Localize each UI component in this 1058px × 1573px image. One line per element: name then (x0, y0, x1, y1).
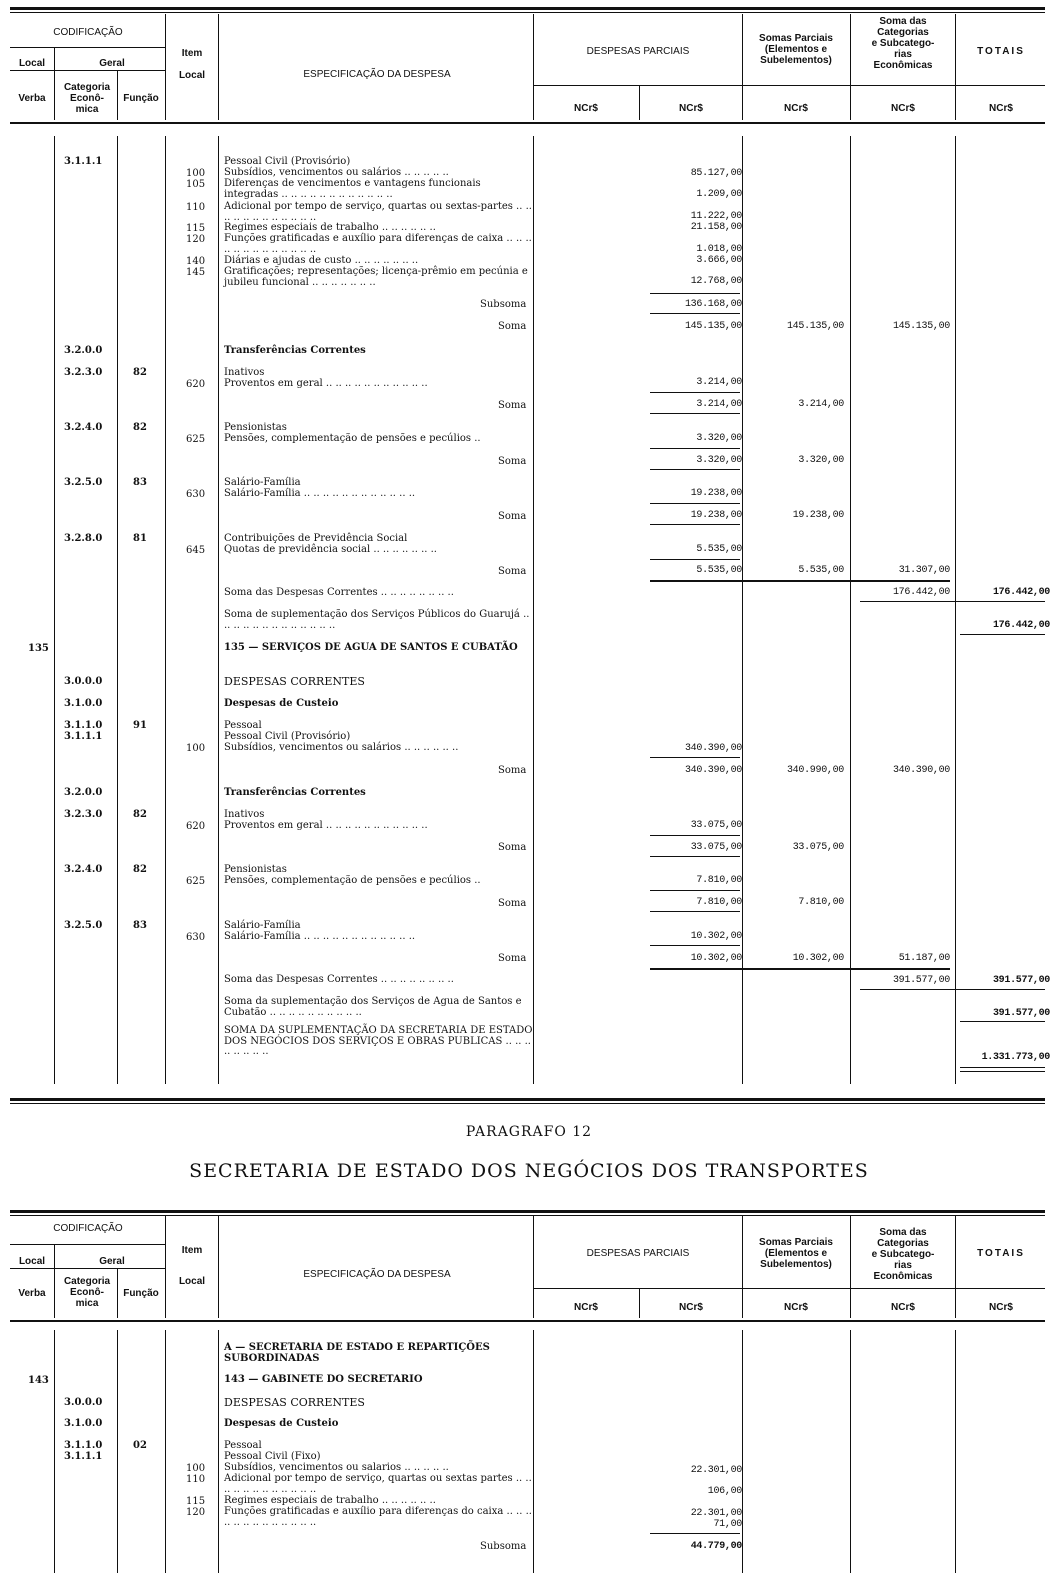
hdr-somas-parciais-3: Subelementos) (760, 1259, 832, 1270)
heading: Transferências Correntes (224, 345, 366, 356)
label: Salário-Família (224, 477, 301, 488)
value: 3.320,00 (696, 455, 742, 466)
col-rule (533, 14, 534, 120)
col-rule (218, 136, 219, 1084)
code: 3.1.0.0 (64, 1418, 103, 1429)
item-code: 625 (186, 434, 206, 445)
col-rule (850, 1330, 851, 1573)
item-code: 630 (186, 489, 206, 500)
value: 10.302,00 (792, 953, 844, 964)
value: 340.390,00 (684, 743, 742, 754)
label: Pensionistas (224, 422, 287, 433)
sum-rule (650, 559, 740, 560)
code: 3.2.3.0 (64, 809, 103, 820)
hdr-line (10, 70, 165, 71)
soma-label: Soma (498, 842, 527, 853)
col-rule (218, 14, 219, 120)
value: 7.810,00 (696, 875, 742, 886)
hdr-ncr-1: NCr$ (574, 1302, 598, 1313)
sum-rule (650, 757, 740, 758)
value: 3.214,00 (696, 399, 742, 410)
hdr-economica: Econô- (70, 93, 104, 104)
subsoma-label: Subsoma (480, 299, 527, 310)
value: 340.990,00 (786, 765, 844, 776)
hdr-line (10, 1268, 165, 1269)
value: 176.442,00 (992, 620, 1050, 631)
item-code: 115 (186, 223, 206, 234)
code: 3.2.5.0 (64, 477, 103, 488)
code: 3.2.0.0 (64, 345, 103, 356)
heading: Transferências Correntes (224, 787, 366, 798)
code: 3.2.5.0 (64, 920, 103, 931)
sum-rule (650, 1533, 740, 1534)
col-rule (955, 1330, 956, 1573)
value: 19.238,00 (690, 488, 742, 499)
value: 51.187,00 (898, 953, 950, 964)
sum-rule (650, 968, 950, 970)
value: 5.535,00 (696, 544, 742, 555)
value: 391.577,00 (892, 975, 950, 986)
hdr-despesas-parciais: DESPESAS PARCIAIS (586, 46, 690, 57)
sum-rule (650, 580, 950, 582)
value: 3.320,00 (798, 455, 844, 466)
label: Contribuições de Previdência Social (224, 533, 408, 544)
item-code: 625 (186, 876, 206, 887)
hdr-soma-cat-4: rias (894, 1260, 912, 1271)
hdr-codificacao: CODIFICAÇÃO (53, 27, 123, 38)
soma-value: 145.135,00 (786, 321, 844, 332)
col-rule (533, 1216, 534, 1318)
desc: Subsídios, vencimentos ou salarios .. .. .. .. .. (224, 1462, 449, 1473)
desc: Proventos em geral .. .. .. .. .. .. .. .. .. .. .. (224, 820, 428, 831)
item-code: 645 (186, 545, 206, 556)
soma-value: 145.135,00 (684, 321, 742, 332)
sum-rule (960, 634, 1045, 635)
value: 33.075,00 (792, 842, 844, 853)
section-title: 135 — SERVIÇOS DE AGUA DE SANTOS E CUBATÃO (224, 642, 518, 653)
sum-rule (960, 1067, 1045, 1068)
hdr-soma-cat-5: Econômicas (873, 60, 933, 71)
desc: Diárias e ajudas de custo .. .. .. .. .. .. .. (224, 255, 419, 266)
desc: Funções gratificadas e auxílio para diferenças do caixa .. .. .. .. .. .. .. .. .. .. .. .. .. (224, 1506, 532, 1528)
item-code: 620 (186, 821, 206, 832)
label: Pessoal Civil (Provisório) (224, 731, 351, 742)
desc: Adicional por tempo de serviço, quartas ou sextas partes .. .. .. .. .. .. .. .. .. .. .. .. (224, 1473, 532, 1495)
value: 10.302,00 (690, 953, 742, 964)
funcao: 02 (133, 1440, 147, 1451)
col-rule (54, 48, 55, 120)
code: 3.1.1.1 (64, 156, 103, 167)
soma-label: Soma (498, 400, 527, 411)
label: Pensionistas (224, 864, 287, 875)
hdr-soma-cat-2: Categorias (877, 1238, 929, 1249)
section-divider (10, 1098, 1045, 1101)
hdr-soma-cat-3: e Subcatego- (871, 1249, 935, 1260)
value: 10.302,00 (690, 931, 742, 942)
soma-secretaria-label: SOMA DA SUPLEMENTAÇÃO DA SECRETARIA DE ESTADO DOS NEGÓCIOS DOS SERVIÇOS E OBRAS PUBLICAS .. .. .. .. .. .. .. .. (224, 1025, 533, 1057)
item-code: 100 (186, 1463, 206, 1474)
hdr-funcao: Função (123, 1288, 159, 1299)
desc: Regimes especiais de trabalho .. .. .. .. .. .. (224, 222, 436, 233)
col-rule (639, 1289, 640, 1318)
hdr-ncr-2: NCr$ (679, 103, 703, 114)
sum-rule (650, 856, 740, 857)
item-code: 110 (186, 202, 206, 213)
hdr-item-local: Local (178, 70, 206, 81)
value: 1.018,00 (696, 244, 742, 255)
heading: Despesas de Custeio (224, 698, 339, 709)
label: Salário-Família (224, 920, 301, 931)
desc: Diferenças de vencimentos e vantagens funcionais integradas .. .. .. .. .. .. .. .. .. .. .. .. (224, 178, 481, 200)
value: 21.158,00 (690, 222, 742, 233)
desc: Subsídios, vencimentos ou salários .. .. .. .. .. (224, 167, 449, 178)
top-rule-2 (10, 12, 1045, 13)
desc: Gratificações; representações; licença-prêmio em pecúnia e jubileu funcional .. .. .. .. .. .. .. (224, 266, 528, 288)
hdr-mica: mica (75, 1298, 99, 1309)
value: 106,00 (707, 1486, 742, 1497)
col-rule (54, 136, 55, 1084)
funcao: 83 (133, 477, 147, 488)
paragraph-title: SECRETARIA DE ESTADO DOS NEGÓCIOS DOS TRANSPORTES (189, 1160, 869, 1182)
col-rule (117, 71, 118, 120)
value: 71,00 (713, 1519, 742, 1530)
value: 19.238,00 (690, 510, 742, 521)
hdr-ncr-4: NCr$ (891, 103, 915, 114)
funcao: 82 (133, 809, 147, 820)
hdr-ncr-4: NCr$ (891, 1302, 915, 1313)
hdr-line (534, 1288, 1045, 1289)
sum-rule (860, 989, 1045, 990)
col-rule (54, 1245, 55, 1318)
soma-label: Soma (498, 898, 527, 909)
heading: DESPESAS CORRENTES (224, 675, 365, 688)
value: 33.075,00 (690, 820, 742, 831)
col-rule (117, 136, 118, 1084)
value: 7.810,00 (696, 897, 742, 908)
hdr-line (10, 1244, 165, 1245)
desc: Pessoal Civil (Provisório) (224, 156, 351, 167)
hdr-ncr-3: NCr$ (784, 1302, 808, 1313)
label: Inativos (224, 809, 265, 820)
funcao: 81 (133, 533, 147, 544)
hdr-categoria: Categoria (63, 82, 111, 93)
code: 3.2.0.0 (64, 787, 103, 798)
section-title: A — SECRETARIA DE ESTADO E REPARTIÇÕES SUBORDINADAS (224, 1342, 490, 1364)
code: 3.1.0.0 (64, 698, 103, 709)
value: 176.442,00 (992, 587, 1050, 598)
value: 7.810,00 (798, 897, 844, 908)
soma-label: Soma (498, 566, 527, 577)
value: 11.222,00 (690, 211, 742, 222)
label: Pessoal Civil (Fixo) (224, 1451, 321, 1462)
col-rule (955, 14, 956, 120)
label: Inativos (224, 367, 265, 378)
sum-rule (650, 413, 740, 414)
funcao: 83 (133, 920, 147, 931)
soma-despesas-label: Soma das Despesas Correntes .. .. .. .. .. .. .. .. (224, 974, 454, 985)
col-rule (165, 14, 166, 120)
col-rule (742, 1216, 743, 1318)
hdr-totais: TOTAIS (977, 1248, 1025, 1259)
soma-label: Soma (498, 511, 527, 522)
subsoma-value: 44.779,00 (690, 1541, 742, 1552)
hdr-ncr-5: NCr$ (989, 1302, 1013, 1313)
item-code: 110 (186, 1474, 206, 1485)
soma-label: Soma (498, 765, 527, 776)
value: 3.214,00 (696, 377, 742, 388)
funcao: 82 (133, 422, 147, 433)
hdr-categoria: Categoria (63, 1276, 111, 1287)
value: 5.535,00 (798, 565, 844, 576)
hdr-ncr-2: NCr$ (679, 1302, 703, 1313)
hdr-soma-cat-2: Categorias (877, 27, 929, 38)
col-rule (165, 136, 166, 1084)
code: 3.2.8.0 (64, 533, 103, 544)
sum-rule (650, 448, 740, 449)
soma-value: 145.135,00 (892, 321, 950, 332)
desc: Pensões, complementação de pensões e pecúlios .. (224, 433, 481, 444)
sum-rule (650, 469, 740, 470)
hdr-ncr-3: NCr$ (784, 103, 808, 114)
hdr-item: Item (181, 48, 203, 59)
hdr-soma-cat-1: Soma das (879, 16, 927, 27)
sum-rule (960, 1071, 1045, 1072)
value: 176.442,00 (892, 587, 950, 598)
desc: Adicional por tempo de serviço, quartas ou sextas-partes .. .. .. .. .. .. .. .. .. .. .. .. (224, 201, 532, 223)
label: Pessoal (224, 1440, 262, 1451)
code: 3.1.1.0 (64, 1440, 103, 1451)
verba: 143 (28, 1375, 49, 1386)
hdr-item: Item (181, 1245, 203, 1256)
sum-rule (860, 601, 1045, 602)
value: 1.331.773,00 (981, 1052, 1050, 1063)
col-rule (218, 1330, 219, 1573)
hdr-verba: Verba (18, 1288, 46, 1299)
hdr-geral: Geral (99, 58, 125, 69)
code: 3.1.1.1 (64, 1451, 103, 1462)
item-code: 145 (186, 267, 206, 278)
desc: Salário-Família .. .. .. .. .. .. .. .. .. .. .. .. (224, 488, 416, 499)
sum-rule (650, 293, 740, 294)
col-rule (955, 136, 956, 1084)
funcao: 82 (133, 367, 147, 378)
hdr-ncr-1: NCr$ (574, 103, 598, 114)
col-rule (850, 14, 851, 120)
hdr-totais: TOTAIS (977, 46, 1025, 57)
value: 85.127,00 (690, 168, 742, 179)
value: 3.320,00 (696, 433, 742, 444)
code: 3.0.0.0 (64, 1397, 103, 1408)
desc: Quotas de previdência social .. .. .. .. .. .. .. (224, 544, 437, 555)
soma-suplementacao-label: Soma da suplementação dos Serviços de Agua de Santos e Cubatão .. .. .. .. .. .. .. .. .. .. (224, 996, 522, 1018)
col-rule (742, 136, 743, 1084)
hdr-mica: mica (75, 104, 99, 115)
item-code: 120 (186, 1507, 206, 1518)
item-code: 620 (186, 379, 206, 390)
col-rule (165, 1216, 166, 1318)
sum-rule (650, 503, 740, 504)
soma-label: Soma (498, 321, 527, 332)
value: 33.075,00 (690, 842, 742, 853)
item-code: 630 (186, 932, 206, 943)
item-code: 140 (186, 256, 206, 267)
item-code: 120 (186, 234, 206, 245)
table2-top-rule (10, 1210, 1045, 1213)
hdr-soma-cat-5: Econômicas (873, 1271, 933, 1282)
sum-rule (650, 945, 740, 946)
col-rule (218, 1216, 219, 1318)
hdr-despesas-parciais: DESPESAS PARCIAIS (586, 1248, 690, 1259)
sum-rule (650, 524, 740, 525)
hdr-soma-cat-3: e Subcatego- (871, 38, 935, 49)
subsoma-value: 136.168,00 (684, 299, 742, 310)
code: 3.2.3.0 (64, 367, 103, 378)
soma-label: Soma (498, 953, 527, 964)
subsoma-label: Subsoma (480, 1541, 527, 1552)
desc: Pensões, complementação de pensões e pecúlios .. (224, 875, 481, 886)
code: 3.2.4.0 (64, 422, 103, 433)
sum-rule (650, 911, 740, 912)
hdr-geral: Geral (99, 1256, 125, 1267)
col-rule (165, 1330, 166, 1573)
col-rule (639, 86, 640, 120)
value: 22.301,00 (690, 1508, 742, 1519)
sum-rule (650, 392, 740, 393)
code: 3.1.1.0 (64, 720, 103, 731)
value: 1.209,00 (696, 189, 742, 200)
hdr-especificacao: ESPECIFICAÇÃO DA DESPESA (303, 69, 451, 80)
value: 5.535,00 (696, 565, 742, 576)
hdr-funcao: Função (123, 93, 159, 104)
value: 340.390,00 (892, 765, 950, 776)
hdr-item-local: Local (178, 1276, 206, 1287)
paragraph-label: PARAGRAFO 12 (465, 1124, 593, 1140)
hdr-soma-cat-1: Soma das (879, 1227, 927, 1238)
verba: 135 (28, 643, 49, 654)
top-rule (10, 7, 1045, 10)
hdr-somas-parciais-1: Somas Parciais (759, 33, 833, 44)
label: Pessoal (224, 720, 262, 731)
value: 12.768,00 (690, 276, 742, 287)
soma-despesas-label: Soma das Despesas Correntes .. .. .. .. .. .. .. .. (224, 587, 454, 598)
hdr-local: Local (18, 58, 46, 69)
value: 3.214,00 (798, 399, 844, 410)
header2-bottom-rule (10, 1320, 1045, 1322)
col-rule (850, 1216, 851, 1318)
hdr-verba: Verba (18, 93, 46, 104)
desc: Regimes especiais de trabalho .. .. .. .. .. .. (224, 1495, 436, 1506)
sum-rule (650, 835, 740, 836)
hdr-codificacao: CODIFICAÇÃO (53, 1223, 123, 1234)
code: 3.0.0.0 (64, 676, 103, 687)
hdr-somas-parciais-2: (Elementos e (764, 44, 828, 55)
hdr-economica: Econô- (70, 1287, 104, 1298)
sum-rule (650, 313, 740, 314)
value: 391.577,00 (992, 1008, 1050, 1019)
col-rule (54, 1330, 55, 1573)
hdr-somas-parciais-3: Subelementos) (760, 55, 832, 66)
col-rule (117, 1269, 118, 1318)
value: 340.390,00 (684, 765, 742, 776)
item-code: 100 (186, 168, 206, 179)
section-divider-2 (10, 1103, 1045, 1104)
sum-rule (650, 890, 740, 891)
col-rule (117, 1330, 118, 1573)
col-rule (850, 136, 851, 1084)
value: 19.238,00 (792, 510, 844, 521)
desc: Funções gratificadas e auxílio para diferenças de caixa .. .. .. .. .. .. .. .. .. .. .. .. .. (224, 233, 532, 255)
desc: Subsídios, vencimentos ou salários .. .. .. .. .. .. (224, 742, 459, 753)
col-rule (955, 1216, 956, 1318)
value: 31.307,00 (898, 565, 950, 576)
hdr-line (534, 85, 1045, 86)
hdr-somas-parciais-1: Somas Parciais (759, 1237, 833, 1248)
funcao: 82 (133, 864, 147, 875)
hdr-ncr-5: NCr$ (989, 103, 1013, 114)
code: 3.1.1.1 (64, 731, 103, 742)
soma-label: Soma (498, 456, 527, 467)
col-rule (742, 14, 743, 120)
sum-rule (960, 1021, 1045, 1022)
hdr-soma-cat-4: rias (894, 49, 912, 60)
hdr-line (10, 47, 165, 48)
header-bottom-rule (10, 122, 1045, 124)
heading: Despesas de Custeio (224, 1418, 339, 1429)
hdr-especificacao: ESPECIFICAÇÃO DA DESPESA (303, 1269, 451, 1280)
item-code: 100 (186, 743, 206, 754)
value: 3.666,00 (696, 255, 742, 266)
value: 391.577,00 (992, 975, 1050, 986)
desc: Proventos em geral .. .. .. .. .. .. .. .. .. .. .. (224, 378, 428, 389)
code: 3.2.4.0 (64, 864, 103, 875)
item-code: 115 (186, 1496, 206, 1507)
desc: Salário-Família .. .. .. .. .. .. .. .. .. .. .. .. (224, 931, 416, 942)
value: 22.301,00 (690, 1465, 742, 1476)
section-title: 143 — GABINETE DO SECRETARIO (224, 1374, 423, 1385)
soma-suplementacao-label: Soma de suplementação dos Serviços Públicos do Guarujá .. .. .. .. .. .. .. .. .. .. .. .. .. (224, 609, 530, 631)
col-rule (742, 1330, 743, 1573)
item-code: 105 (186, 179, 206, 190)
hdr-somas-parciais-2: (Elementos e (764, 1248, 828, 1259)
heading: DESPESAS CORRENTES (224, 1396, 365, 1409)
funcao: 91 (133, 720, 147, 731)
hdr-local: Local (18, 1256, 46, 1267)
